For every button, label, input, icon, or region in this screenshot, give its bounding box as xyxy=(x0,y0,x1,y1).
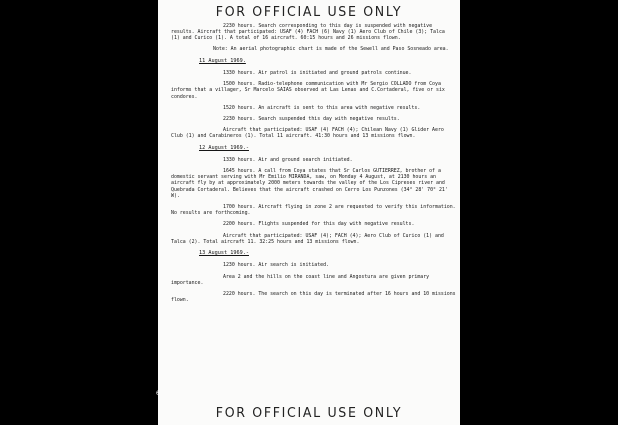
paragraph: 1645 hours. A call from Coya states that Sr Carlos GUTIERREZ, brother of a domestic servant serving with Mr Emilio MIRANDA, saw, on Monday 4 August, at 2130 hours an aircraft fly by at approximately 2000 meters towards the valley of the Los Cipreses river and Quebrada Cortaderal. Believes that the aircraft crashed on Cerro Los Punzones (34° 28' 70° 21' W). xyxy=(171,168,448,199)
paragraph: 1700 hours. Aircraft flying in zone 2 are requested to verify this information. No results are forthcoming. xyxy=(171,203,456,217)
header-classification-stamp: FOR OFFICIAL USE ONLY xyxy=(215,4,403,20)
page-edge-mark: 6 xyxy=(156,390,160,397)
paragraph: 2230 hours. Search corresponding to this day is suspended with negative results. Aircraft that participated: USAF (4) FACH (6) Navy (1) Aero Club of Chile (3); Talca (1) and Curico (1). A total of 16 aircraft. 60:15 hours and 26 missions flown. xyxy=(171,23,445,42)
paragraph: 2200 hours. Flights suspended for this day with negative results. xyxy=(223,221,415,228)
paragraph: Aircraft that participated: USAF (4); FACH (4); Aero Club of Curico (1) and Talca (2). Total aircraft 11. 32:25 hours and 13 missions flown. xyxy=(171,232,444,245)
paragraph: 1500 hours. Radio-telephone communication with Mr Sergio COLLADO from Coya informs that a villager, Sr Marcelo SAIAS observed at Las Lenas and C.Cortaderal, five or six condores. xyxy=(171,81,445,100)
paragraph: 2230 hours. Search suspended this day with negative results. xyxy=(223,116,400,123)
footer-classification-stamp: FOR OFFICIAL USE ONLY xyxy=(215,405,403,421)
paragraph: 2220 hours. The search on this day is terminated after 16 hours and 10 missions flown. xyxy=(171,290,456,303)
paragraph: Area 2 and the hills on the coast line and Angostura are given primary importance. xyxy=(171,273,430,286)
paragraph: 1520 hours. An aircraft is sent to this area with negative results. xyxy=(223,104,421,111)
paragraph: 1330 hours. Air and ground search initiated. xyxy=(223,157,353,163)
document-body xyxy=(171,23,456,308)
document-page xyxy=(158,0,460,425)
paragraph: Aircraft that participated: USAF (4) FACH (4); Chilean Navy (1) Glider Aero Club (1) and Carabineros (1). Total 11 aircraft. 41:30 hours and 13 missions flown. xyxy=(171,127,444,140)
paragraph: 1330 hours. Air patrol is initiated and ground patrols continue. xyxy=(223,70,412,77)
date-heading: 13 August 1969.- xyxy=(199,249,249,256)
date-heading: 11 August 1969. xyxy=(199,57,246,64)
paragraph: 1230 hours. Air search is initiated. xyxy=(223,262,329,269)
date-heading: 12 August 1969.- xyxy=(199,144,249,151)
note-paragraph: Note: An aerial photographic chart is made of the Sewell and Paso Sosneado area. xyxy=(213,46,449,53)
